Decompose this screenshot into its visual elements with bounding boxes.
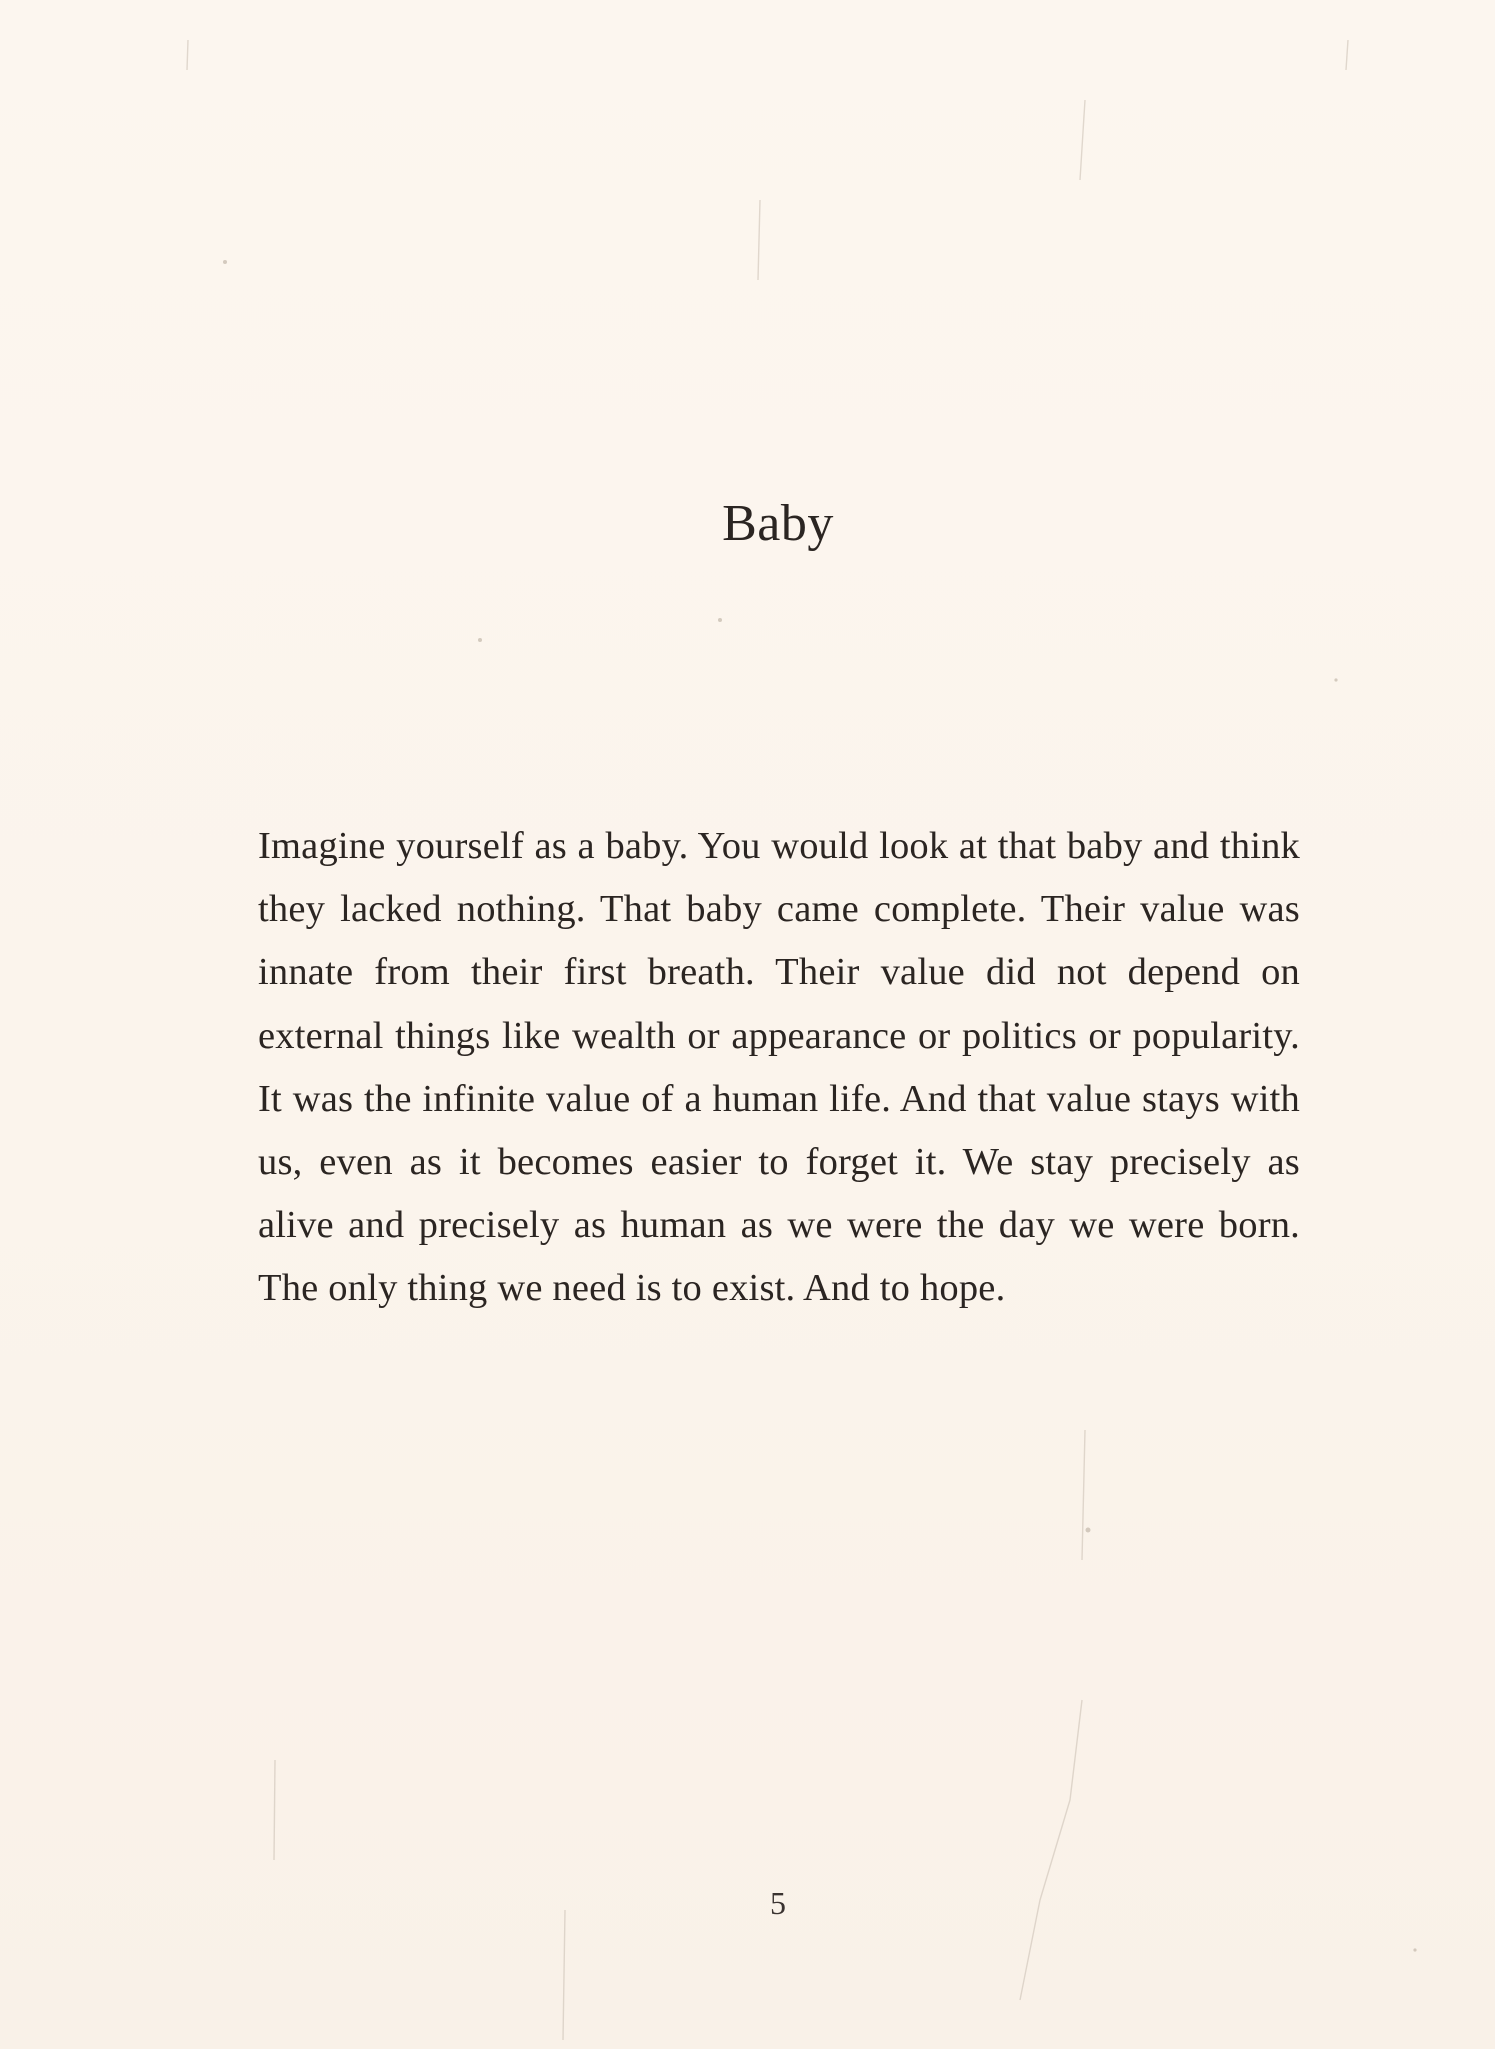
body-paragraph: Imagine yourself as a baby. You would look at that baby and think they lacked nothing. That baby came complete. Their value was innate from their first breath. Their value did not depend on external things like wealth or appearance or politics or popularity. It was the infinite value of a human life. And that value stays with us, even as it becomes easier to forget it. We stay precisely as alive and precisely as human as we were the day we were born. The only thing we need is to exist. And to hope. <box>258 825 1300 1310</box>
page-number: 5 <box>770 1885 786 1921</box>
chapter-title: Baby <box>722 495 834 552</box>
